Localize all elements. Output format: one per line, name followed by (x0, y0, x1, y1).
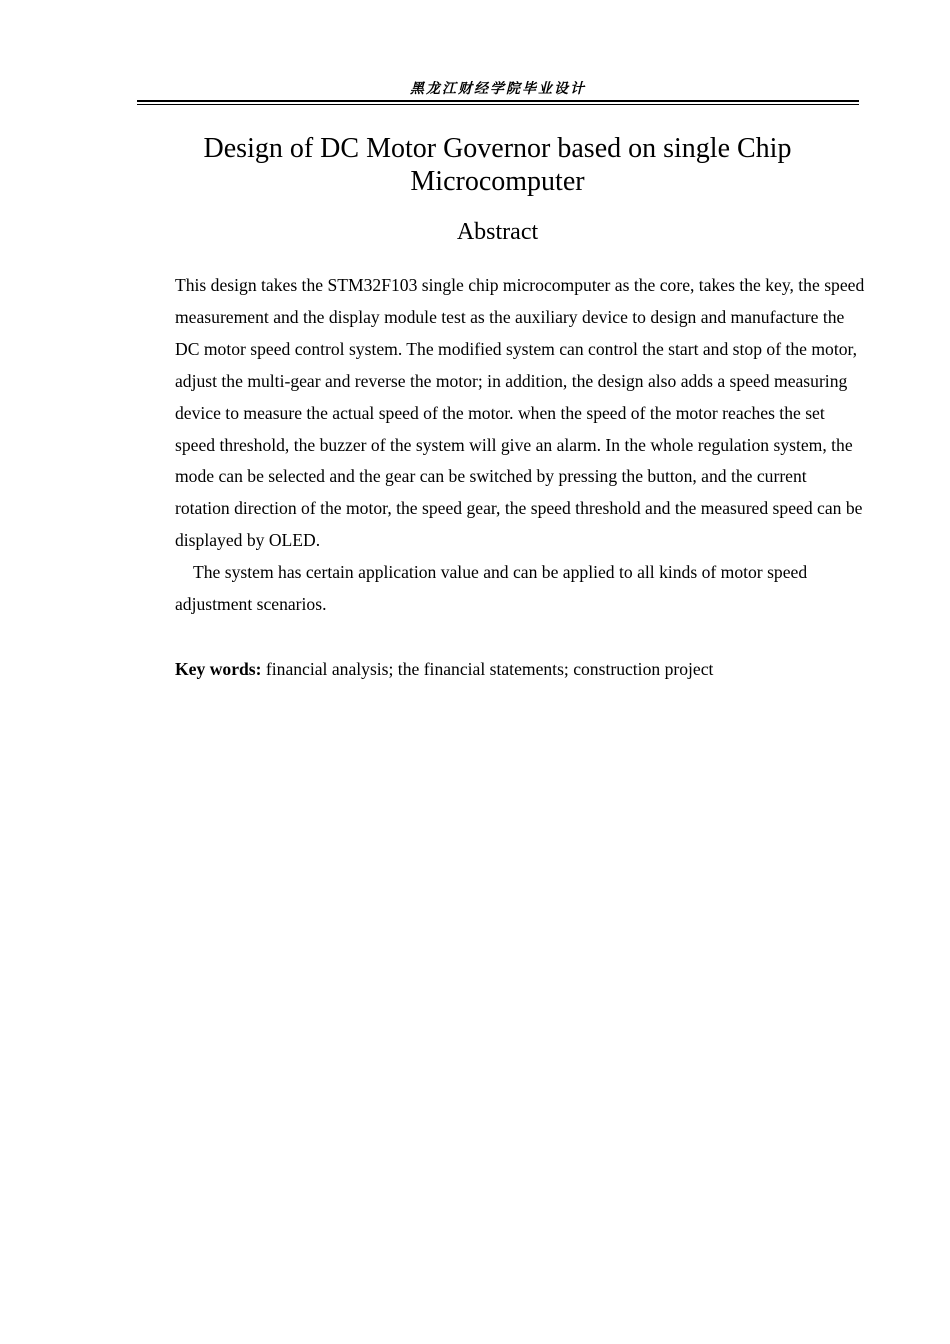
keywords-label: Key words: (175, 659, 262, 679)
header-rule-thin (137, 104, 859, 105)
header-rule-thick (137, 100, 859, 102)
keywords-line (175, 653, 865, 685)
document-title: Design of DC Motor Governor based on single Chip Microcomputer (203, 133, 792, 197)
abstract-paragraph: This design takes the STM32F103 single chip microcomputer as the core, takes the key, the speed measurement and the display module test as the auxiliary device to design and manufacture the DC motor speed control system. The modified system can control the start and stop of the motor, adjust the multi-gear and reverse the motor; in addition, the design also adds a speed measuring device to measure the actual speed of the motor. when the speed of the motor reaches the set speed threshold, the buzzer of the system will give an alarm. In the whole regulation system, the mode can be selected and the gear can be switched by pressing the button, and the current rotation direction of the motor, the speed gear, the speed threshold and the measured speed can be displayed by OLED. (175, 275, 865, 551)
header-institution-text: 黑龙江财经学院毕业设计 (410, 81, 586, 97)
keywords-text: financial analysis; the financial statements; construction project (261, 659, 714, 679)
abstract-heading: Abstract (456, 219, 539, 245)
abstract-paragraph: The system has certain application value and can be applied to all kinds of motor speed adjustment scenarios. (175, 562, 808, 615)
abstract-body (175, 270, 865, 621)
